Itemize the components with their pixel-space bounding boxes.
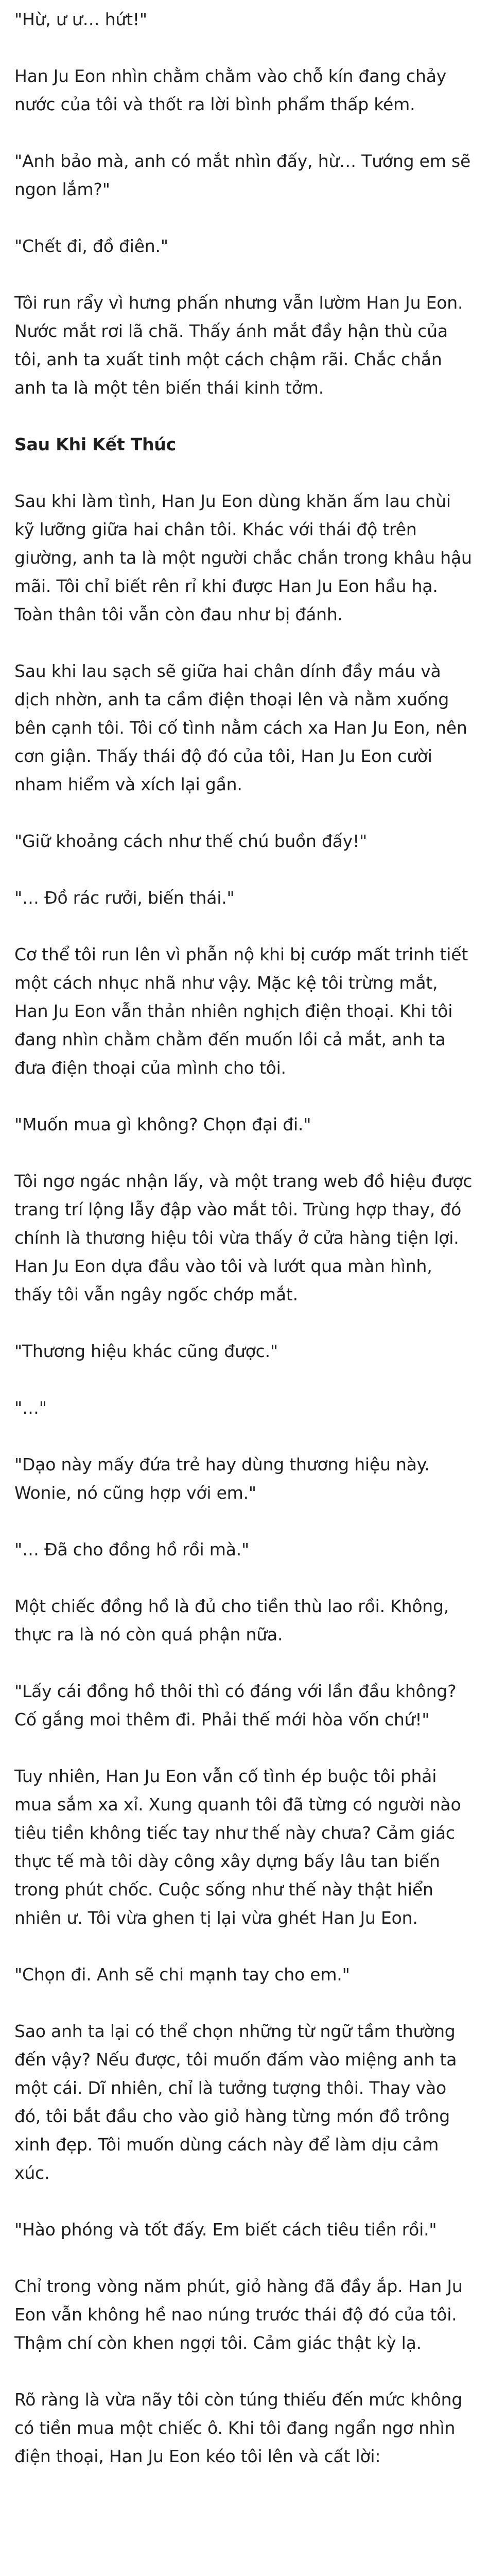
narration-paragraph: Cơ thể tôi run lên vì phẫn nộ khi bị cướp mất trinh tiết một cách nhục nhã như vậy. Mặc kệ tôi trừng mắt, Han Ju Eon vẫn thản nhiên nghịch điện thoại. Khi tôi đang nhìn chằm chằm đến muốn lồi cả mắt, anh ta đưa điện thoại của mình cho tôi. [14, 944, 468, 1078]
dialogue-line: "Hừ, ư ư… hứt!" [14, 9, 147, 29]
dialogue-line: "Chọn đi. Anh sẽ chi mạnh tay cho em." [14, 1964, 350, 1985]
dialogue-line: "…" [14, 1398, 47, 1418]
dialogue-line: "Hào phóng và tốt đấy. Em biết cách tiêu tiền rồi." [14, 2219, 437, 2240]
dialogue-line: "Muốn mua gì không? Chọn đại đi." [14, 1114, 311, 1134]
narration-paragraph: Sau khi làm tình, Han Ju Eon dùng khăn ấm lau chùi kỹ lưỡng giữa hai chân tôi. Khác với thái độ trên giường, anh ta là một người chắc chắn trong khâu hậu mãi. Tôi chỉ biết rên rỉ khi được Han Ju Eon hầu hạ. Toàn thân tôi vẫn còn đau như bị đánh. [14, 491, 472, 624]
narration-paragraph: Sau khi lau sạch sẽ giữa hai chân dính đầy máu và dịch nhờn, anh ta cầm điện thoại lên và nằm xuống bên cạnh tôi. Tôi cố tình nằm cách xa Han Ju Eon, nên cơn giận. Thấy thái độ đó của tôi, Han Ju Eon cười nham hiểm và xích lại gần. [14, 661, 467, 794]
narration-paragraph: Rõ ràng là vừa nãy tôi còn túng thiếu đến mức không có tiền mua một chiếc ô. Khi tôi đang ngẩn ngơ nhìn điện thoại, Han Ju Eon kéo tôi lên và cất lời: [14, 2389, 463, 2466]
dialogue-line: "Lấy cái đồng hồ thôi thì có đáng với lần đầu không? Cố gắng moi thêm đi. Phải thế mới hòa vốn chứ!" [14, 1681, 457, 1730]
narration-paragraph: Tuy nhiên, Han Ju Eon vẫn cố tình ép buộc tôi phải mua sắm xa xỉ. Xung quanh tôi đã từng có người nào tiêu tiền không tiếc tay như thế này chưa? Cảm giác thực tế mà tôi dày công xây dựng bấy lâu tan biến trong phút chốc. Cuộc sống như thế này thật hiển nhiên ư. Tôi vừa ghen tị lại vừa ghét Han Ju Eon. [14, 1766, 461, 1928]
narration-paragraph: Sao anh ta lại có thể chọn những từ ngữ tầm thường đến vậy? Nếu được, tôi muốn đấm vào miệng anh ta một cái. Dĩ nhiên, chỉ là tưởng tượng thôi. Thay vào đó, tôi bắt đầu cho vào giỏ hàng từng món đồ trông xinh đẹp. Tôi muốn dùng cách này để làm dịu cảm xúc. [14, 2021, 457, 2183]
narration-paragraph: Han Ju Eon nhìn chằm chằm vào chỗ kín đang chảy nước của tôi và thốt ra lời bình phẩm thấp kém. [14, 66, 447, 114]
dialogue-line: "Thương hiệu khác cũng được." [14, 1341, 278, 1361]
dialogue-line: "… Đã cho đồng hồ rồi mà." [14, 1539, 250, 1560]
dialogue-line: "Chết đi, đồ điên." [14, 236, 168, 256]
dialogue-line: "… Đồ rác rưởi, biến thái." [14, 888, 235, 908]
narration-paragraph: Một chiếc đồng hồ là đủ cho tiền thù lao rồi. Không, thực ra là nó còn quá phận nữa. [14, 1596, 449, 1645]
section-heading: Sau Khi Kết Thúc [14, 434, 176, 454]
narration-paragraph: Tôi run rẩy vì hưng phấn nhưng vẫn lườm Han Ju Eon. Nước mắt rơi lã chã. Thấy ánh mắt đầy hận thù của tôi, anh ta xuất tinh một cách chậm rãi. Chắc chắn anh ta là một tên biến thái kinh tởm. [14, 293, 463, 398]
dialogue-line: "Anh bảo mà, anh có mắt nhìn đấy, hừ… Tướng em sẽ ngon lắm?" [14, 151, 471, 199]
dialogue-line: "Giữ khoảng cách như thế chú buồn đấy!" [14, 831, 368, 851]
narration-paragraph: Chỉ trong vòng năm phút, giỏ hàng đã đầy ắp. Han Ju Eon vẫn không hề nao núng trước thái độ đó của tôi. Thậm chí còn khen ngợi tôi. Cảm giác thật kỳ lạ. [14, 2276, 463, 2353]
narration-paragraph: Tôi ngơ ngác nhận lấy, và một trang web đồ hiệu được trang trí lộng lẫy đập vào mắt tôi. Trùng hợp thay, đó chính là thương hiệu tôi vừa thấy ở cửa hàng tiện lợi. Han Ju Eon dựa đầu vào tôi và lướt qua màn hình, thấy tôi vẫn ngây ngốc chớp mắt. [14, 1171, 473, 1304]
dialogue-line: "Dạo này mấy đứa trẻ hay dùng thương hiệu này. Wonie, nó cũng hợp với em." [14, 1454, 430, 1503]
